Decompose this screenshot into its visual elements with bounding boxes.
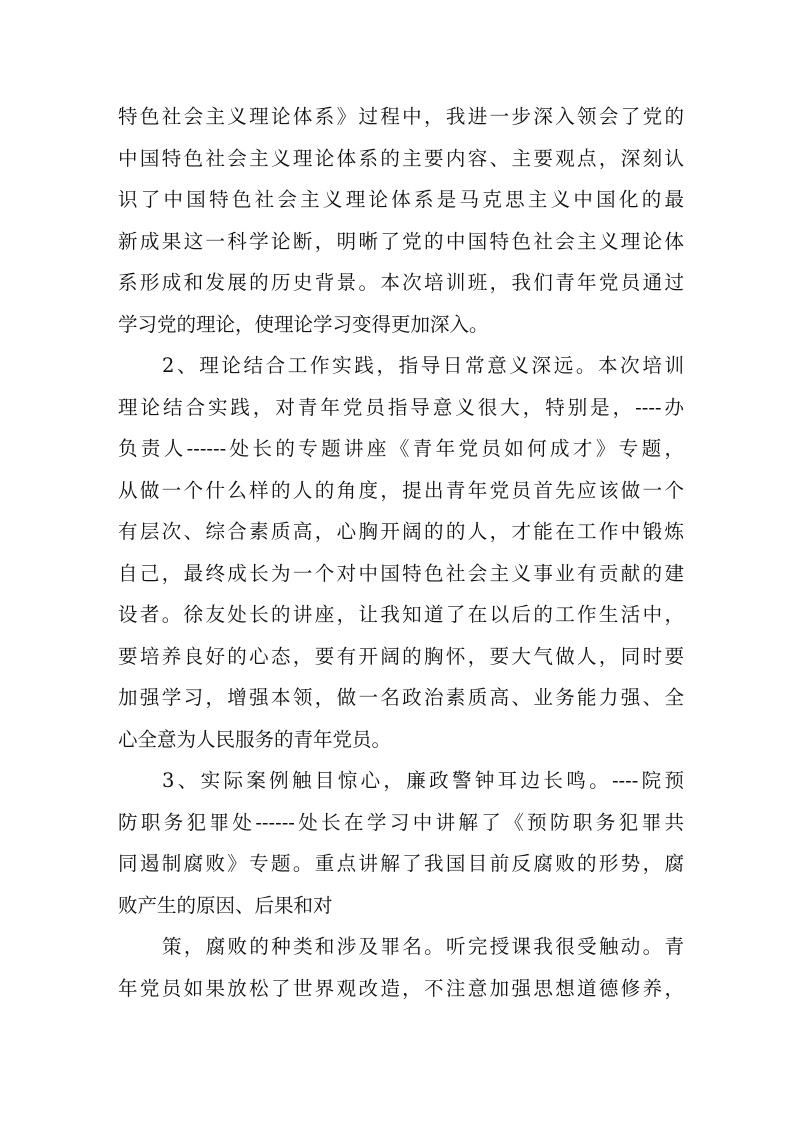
text-line: 败产生的原因、后果和对 [118,893,333,917]
text-line: 2、理论结合工作实践，指导日常意义深远。本次培训 [162,354,684,377]
text-line: 年党员如果放松了世界观改造，不注意加强思想道德修养， [118,976,684,1000]
body-text [118,96,684,1009]
text-line: 特色社会主义理论体系》过程中，我进一步深入领会了党的 [118,105,684,128]
text-line: 要培养良好的心态，要有开阔的胸怀，要大气做人，同时要 [118,644,684,668]
text-line: 中国特色社会主义理论体系的主要内容、主要观点，深刻认 [118,146,684,170]
text-line: 防职务犯罪处------处长在学习中讲解了《预防职务犯罪共 [118,810,684,834]
text-line: 新成果这一科学论断，明晰了党的中国特色社会主义理论体 [118,229,684,253]
text-line: 自己，最终成长为一个对中国特色社会主义事业有贡献的建 [118,561,684,585]
text-line: 同遏制腐败》专题。重点讲解了我国目前反腐败的形势，腐 [118,852,684,875]
text-line: 策，腐败的种类和涉及罪名。听完授课我很受触动。青 [162,935,684,958]
text-line: 3、实际案例触目惊心，廉政警钟耳边长鸣。----院预 [162,769,684,792]
text-line: 系形成和发展的历史背景。本次培训班，我们青年党员通过 [118,271,684,294]
text-line: 心全意为人民服务的青年党员。 [118,727,392,751]
text-line: 从做一个什么样的人的角度，提出青年党员首先应该做一个 [118,478,684,502]
text-line: 设者。徐友处长的讲座，让我知道了在以后的工作生活中， [118,603,684,626]
text-line: 识了中国特色社会主义理论体系是马克思主义中国化的最 [118,188,684,211]
text-line: 学习党的理论，使理论学习变得更加深入。 [118,312,489,336]
text-line: 负责人------处长的专题讲座《青年党员如何成才》专题， [118,437,684,460]
text-line: 理论结合实践，对青年党员指导意义很大，特别是，----办 [118,395,684,419]
text-line: 加强学习，增强本领，做一名政治素质高、业务能力强、全 [118,686,684,709]
text-line: 有层次、综合素质高，心胸开阔的的人，才能在工作中锻炼 [118,520,684,543]
